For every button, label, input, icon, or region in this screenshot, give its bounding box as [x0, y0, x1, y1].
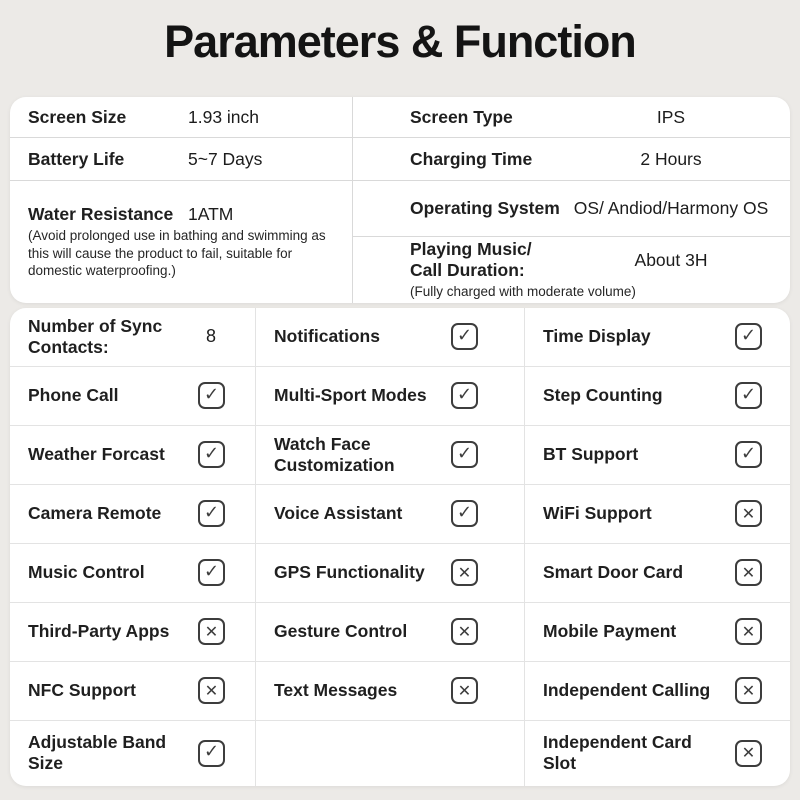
spec-value: About 3H	[634, 249, 708, 270]
feature-label: Phone Call	[28, 385, 119, 406]
spec-label: Playing Music/ Call Duration:	[410, 239, 532, 281]
feature-cell-weather-forcast	[10, 426, 255, 484]
checkbox-checked-icon[interactable]: ✓	[735, 382, 762, 409]
feature-label: Music Control	[28, 562, 145, 583]
functions-panel	[10, 308, 790, 786]
checkbox-checked-icon[interactable]: ✓	[451, 441, 478, 468]
feature-cell-voice-assistant	[255, 485, 525, 543]
feature-label: Notifications	[274, 326, 380, 347]
feature-cell-nfc-support	[10, 662, 255, 720]
feature-cell-time-display	[525, 308, 790, 366]
checkbox-checked-icon[interactable]: ✓	[451, 382, 478, 409]
feature-label: GPS Functionality	[274, 562, 425, 583]
feature-label: Independent Card Slot	[543, 731, 692, 774]
feature-label: Watch Face Customization	[274, 433, 395, 475]
feature-label: Step Counting	[543, 385, 663, 406]
feature-cell-watch-face-customization	[255, 426, 525, 484]
spec-row-screen-size	[10, 97, 352, 138]
checkbox-crossed-icon[interactable]: ✕	[451, 559, 478, 586]
page-title: Parameters & Function	[164, 16, 636, 67]
feature-cell-notifications	[255, 308, 525, 366]
feature-cell-gps-functionality	[255, 544, 525, 602]
feature-cell-music-control	[10, 544, 255, 602]
checkbox-crossed-icon[interactable]: ✕	[735, 618, 762, 645]
feature-row	[10, 721, 790, 786]
feature-cell-step-counting	[525, 367, 790, 425]
feature-label: Independent Calling	[543, 679, 711, 700]
feature-label: Mobile Payment	[543, 620, 677, 641]
feature-row	[10, 485, 790, 544]
spec-row-screen-type	[353, 97, 790, 138]
feature-label: Number of Sync Contacts:	[28, 315, 163, 357]
feature-label: Voice Assistant	[274, 503, 403, 524]
checkbox-checked-icon[interactable]: ✓	[198, 382, 225, 409]
feature-cell-sync-contacts	[10, 308, 255, 366]
spec-value: 1.93 inch	[188, 106, 260, 127]
feature-cell-third-party-apps	[10, 603, 255, 661]
spec-note: (Fully charged with moderate volume)	[410, 283, 636, 299]
feature-label: Time Display	[543, 326, 651, 347]
feature-label: Weather Forcast	[28, 444, 165, 465]
checkbox-crossed-icon[interactable]: ✕	[451, 618, 478, 645]
checkbox-checked-icon[interactable]: ✓	[735, 323, 762, 350]
feature-cell-camera-remote	[10, 485, 255, 543]
checkbox-checked-icon[interactable]: ✓	[451, 323, 478, 350]
checkbox-checked-icon[interactable]: ✓	[198, 559, 225, 586]
spec-value: IPS	[656, 106, 686, 127]
checkbox-crossed-icon[interactable]: ✕	[735, 559, 762, 586]
feature-label: Adjustable Band Size	[28, 731, 167, 774]
feature-cell-empty	[255, 721, 525, 786]
spec-label: Operating System	[410, 198, 560, 219]
checkbox-crossed-icon[interactable]: ✕	[735, 740, 762, 767]
feature-cell-adjustable-band-size	[10, 721, 255, 786]
feature-row	[10, 603, 790, 662]
spec-value: 2 Hours	[640, 148, 702, 169]
feature-cell-phone-call	[10, 367, 255, 425]
parameters-panel	[10, 97, 790, 303]
checkbox-crossed-icon[interactable]: ✕	[198, 618, 225, 645]
feature-row	[10, 308, 790, 367]
parameters-right-column	[352, 97, 790, 303]
checkbox-checked-icon[interactable]: ✓	[198, 500, 225, 527]
feature-value: 8	[205, 326, 216, 347]
feature-cell-multi-sport-modes	[255, 367, 525, 425]
spec-row-music-call-duration	[353, 237, 790, 303]
spec-label: Screen Type	[410, 106, 513, 127]
feature-label: Gesture Control	[274, 620, 408, 641]
spec-value: 1ATM	[188, 203, 234, 224]
spec-label: Water Resistance	[28, 203, 174, 224]
feature-row	[10, 544, 790, 603]
feature-label: BT Support	[543, 444, 639, 465]
feature-cell-gesture-control	[255, 603, 525, 661]
feature-row	[10, 367, 790, 426]
spec-note: (Avoid prolonged use in bathing and swimming as this will cause the product to fail, suitable for domestic waterproofing.)	[28, 227, 326, 279]
spec-label: Screen Size	[28, 106, 127, 127]
feature-label: Third-Party Apps	[28, 620, 170, 641]
spec-row-operating-system	[353, 181, 790, 237]
spec-row-water-resistance	[10, 181, 352, 303]
spec-row-charging-time	[353, 138, 790, 181]
feature-cell-independent-calling	[525, 662, 790, 720]
checkbox-crossed-icon[interactable]: ✕	[451, 677, 478, 704]
feature-cell-independent-card-slot	[525, 721, 790, 786]
checkbox-crossed-icon[interactable]: ✕	[735, 500, 762, 527]
spec-label: Charging Time	[410, 148, 533, 169]
spec-value: OS/ Andiod/Harmony OS	[573, 198, 769, 218]
feature-row	[10, 426, 790, 485]
feature-label: Text Messages	[274, 679, 398, 700]
feature-cell-smart-door-card	[525, 544, 790, 602]
feature-cell-text-messages	[255, 662, 525, 720]
spec-value: 5~7 Days	[188, 148, 263, 169]
checkbox-checked-icon[interactable]: ✓	[198, 441, 225, 468]
spec-label: Battery Life	[28, 148, 125, 169]
spec-row-battery-life	[10, 138, 352, 181]
checkbox-crossed-icon[interactable]: ✕	[735, 677, 762, 704]
feature-label: NFC Support	[28, 679, 136, 700]
checkbox-crossed-icon[interactable]: ✕	[198, 677, 225, 704]
checkbox-checked-icon[interactable]: ✓	[451, 500, 478, 527]
feature-label: Multi-Sport Modes	[274, 385, 427, 406]
parameters-left-column	[10, 97, 352, 303]
feature-label: WiFi Support	[543, 503, 652, 524]
feature-cell-wifi-support	[525, 485, 790, 543]
checkbox-checked-icon[interactable]: ✓	[198, 740, 225, 767]
feature-cell-bt-support	[525, 426, 790, 484]
feature-label: Smart Door Card	[543, 562, 684, 583]
feature-cell-mobile-payment	[525, 603, 790, 661]
checkbox-checked-icon[interactable]: ✓	[735, 441, 762, 468]
feature-row	[10, 662, 790, 721]
feature-label: Camera Remote	[28, 503, 162, 524]
